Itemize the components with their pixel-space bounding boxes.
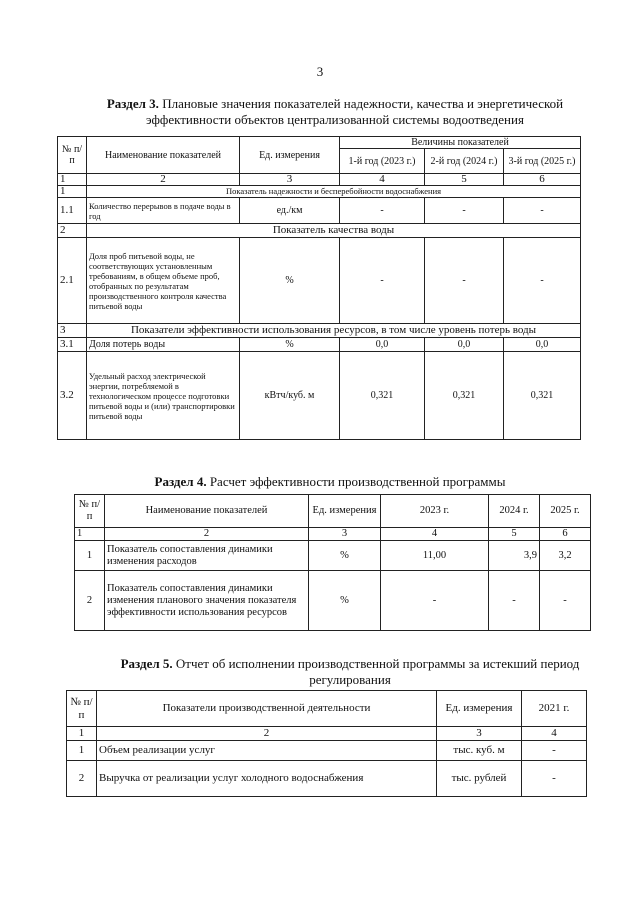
table-row xyxy=(67,741,587,761)
row-num: 2 xyxy=(67,761,97,797)
section3-label: Раздел 3. xyxy=(106,96,159,111)
section3-heading xyxy=(40,96,630,128)
col-number: 6 xyxy=(504,174,581,186)
table-row xyxy=(75,571,591,631)
group-num: 3 xyxy=(58,324,87,338)
header-unit: Ед. измерения xyxy=(240,137,340,174)
row-value: 3,9 xyxy=(489,541,540,571)
row-unit: % xyxy=(240,338,340,352)
header-year2: 2-й год (2024 г.) xyxy=(425,149,504,174)
table-row xyxy=(67,761,587,797)
header-name: Наименование показателей xyxy=(87,137,240,174)
header-year-2021: 2021 г. xyxy=(522,691,587,727)
col-number: 3 xyxy=(437,727,522,741)
header-num: № п/п xyxy=(75,495,105,528)
row-name: Выручка от реализации услуг холодного водоснабжения xyxy=(97,761,437,797)
col-number: 2 xyxy=(105,528,309,541)
section5-table xyxy=(66,690,587,797)
row-value: 0,321 xyxy=(504,352,581,440)
col-number: 4 xyxy=(340,174,425,186)
row-num: 2.1 xyxy=(58,238,87,324)
table-row xyxy=(75,541,591,571)
header-num: № п/п xyxy=(58,137,87,174)
col-number: 3 xyxy=(309,528,381,541)
row-unit: тыс. рублей xyxy=(437,761,522,797)
row-value: 0,0 xyxy=(504,338,581,352)
group-title: Показатель качества воды xyxy=(87,224,581,238)
header-name: Показатели производственной деятельности xyxy=(97,691,437,727)
header-year-2024: 2024 г. xyxy=(489,495,540,528)
column-numbers-row xyxy=(67,727,587,741)
section4-title: Расчет эффективности производственной программы xyxy=(209,474,506,489)
header-num: № п/п xyxy=(67,691,97,727)
row-num: 1 xyxy=(67,741,97,761)
header-unit: Ед. измерения xyxy=(309,495,381,528)
section3-table xyxy=(57,136,581,440)
row-name: Показатель сопоставления динамики изменения планового значения показателя эффективности использования ресурсов xyxy=(105,571,309,631)
row-num: 1 xyxy=(75,541,105,571)
section5-heading xyxy=(90,656,610,688)
group-title: Показатели эффективности использования ресурсов, в том числе уровень потерь воды xyxy=(87,324,581,338)
header-year3: 3-й год (2025 г.) xyxy=(504,149,581,174)
row-value: 11,00 xyxy=(381,541,489,571)
row-unit: тыс. куб. м xyxy=(437,741,522,761)
section5-title-line1: Отчет об исполнении производственной программы за истекший период xyxy=(175,656,580,671)
col-number: 3 xyxy=(240,174,340,186)
table-row xyxy=(58,338,581,352)
section5-title-line2: регулирования xyxy=(309,672,391,687)
col-number: 4 xyxy=(381,528,489,541)
col-number: 1 xyxy=(58,174,87,186)
table-row xyxy=(58,352,581,440)
row-name: Показатель сопоставления динамики изменения расходов xyxy=(105,541,309,571)
row-name: Объем реализации услуг xyxy=(97,741,437,761)
col-number: 1 xyxy=(67,727,97,741)
row-unit: % xyxy=(309,571,381,631)
row-value: - xyxy=(540,571,591,631)
row-name: Удельный расход электрической энергии, потребляемой в технологическом процессе подготовки питьевой воды и (или) транспортировки питьевой воды xyxy=(87,352,240,440)
row-name: Доля потерь воды xyxy=(87,338,240,352)
section4-label: Раздел 4. xyxy=(154,474,207,489)
row-name: Доля проб питьевой воды, не соответствующих установленным требованиям, в общем объеме проб, отобранных по результатам производственного контроля качества питьевой воды xyxy=(87,238,240,324)
row-value: 0,0 xyxy=(340,338,425,352)
header-year-2023: 2023 г. xyxy=(381,495,489,528)
header-name: Наименование показателей xyxy=(105,495,309,528)
row-unit: % xyxy=(240,238,340,324)
col-number: 6 xyxy=(540,528,591,541)
group-row xyxy=(58,224,581,238)
table-row xyxy=(58,198,581,224)
column-numbers-row xyxy=(75,528,591,541)
header-year-2025: 2025 г. xyxy=(540,495,591,528)
row-value: - xyxy=(489,571,540,631)
group-row xyxy=(58,324,581,338)
row-unit: ед./км xyxy=(240,198,340,224)
header-values: Величины показателей xyxy=(340,137,581,149)
row-name: Количество перерывов в подаче воды в год xyxy=(87,198,240,224)
col-number: 1 xyxy=(75,528,105,541)
row-unit: кВтч/куб. м xyxy=(240,352,340,440)
row-value: - xyxy=(340,238,425,324)
column-numbers-row xyxy=(58,174,581,186)
section3-title-line2: эффективности объектов централизованной системы водоотведения xyxy=(146,112,524,127)
group-row xyxy=(58,186,581,198)
table-row xyxy=(58,238,581,324)
col-number: 5 xyxy=(425,174,504,186)
row-value: - xyxy=(504,198,581,224)
section5-label: Раздел 5. xyxy=(120,656,173,671)
row-value: - xyxy=(425,198,504,224)
row-value: 0,321 xyxy=(340,352,425,440)
group-num: 1 xyxy=(58,186,87,198)
row-value: - xyxy=(522,761,587,797)
row-num: 3.2 xyxy=(58,352,87,440)
col-number: 2 xyxy=(97,727,437,741)
col-number: 2 xyxy=(87,174,240,186)
section3-title-line1: Плановые значения показателей надежности, качества и энергетической xyxy=(162,96,564,111)
col-number: 5 xyxy=(489,528,540,541)
row-value: 0,321 xyxy=(425,352,504,440)
col-number: 4 xyxy=(522,727,587,741)
row-value: - xyxy=(340,198,425,224)
row-unit: % xyxy=(309,541,381,571)
row-value: 0,0 xyxy=(425,338,504,352)
group-title: Показатель надежности и бесперебойности водоснабжения xyxy=(87,186,581,198)
section4-heading xyxy=(60,474,600,490)
row-value: - xyxy=(381,571,489,631)
row-value: - xyxy=(504,238,581,324)
row-num: 1.1 xyxy=(58,198,87,224)
header-unit: Ед. измерения xyxy=(437,691,522,727)
section4-table xyxy=(74,494,591,631)
row-num: 3.1 xyxy=(58,338,87,352)
row-num: 2 xyxy=(75,571,105,631)
row-value: 3,2 xyxy=(540,541,591,571)
group-num: 2 xyxy=(58,224,87,238)
page-number: 3 xyxy=(316,64,324,79)
row-value: - xyxy=(425,238,504,324)
row-value: - xyxy=(522,741,587,761)
header-year1: 1-й год (2023 г.) xyxy=(340,149,425,174)
